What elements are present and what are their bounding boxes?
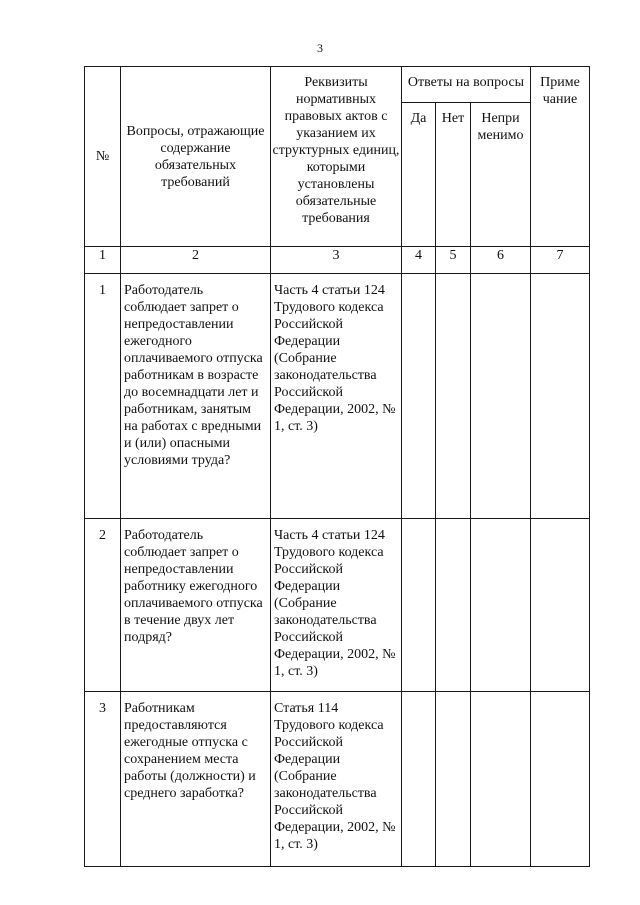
column-number-row xyxy=(85,247,590,274)
column-number-cell: 7 xyxy=(531,247,590,274)
column-number-cell: 2 xyxy=(121,247,271,274)
row-number: 3 xyxy=(85,692,121,867)
table-row xyxy=(85,692,590,867)
header-not-applicable: Непри менимо xyxy=(471,103,531,247)
table-row xyxy=(85,274,590,519)
page-number: 3 xyxy=(317,41,323,55)
header-no: Нет xyxy=(436,103,471,247)
header-note: Приме чание xyxy=(531,67,590,247)
answer-no-cell[interactable] xyxy=(436,274,471,519)
row-number: 1 xyxy=(85,274,121,519)
column-number-cell: 6 xyxy=(471,247,531,274)
answer-not-applicable-cell[interactable] xyxy=(471,274,531,519)
header-requisites: Реквизиты нормативных правовых актов с указанием их структурных единиц, которыми установлены обязательные требования xyxy=(271,67,402,247)
answer-yes-cell[interactable] xyxy=(402,692,436,867)
requisites-text: Часть 4 статьи 124 Трудового кодекса Российской Федерации (Собрание законодательства Российской Федерации, 2002, № 1, ст. 3) xyxy=(271,519,402,692)
answer-yes-cell[interactable] xyxy=(402,519,436,692)
answer-not-applicable-cell[interactable] xyxy=(471,519,531,692)
header-yes: Да xyxy=(402,103,436,247)
answer-yes-cell[interactable] xyxy=(402,274,436,519)
answer-no-cell[interactable] xyxy=(436,519,471,692)
note-cell[interactable] xyxy=(531,692,590,867)
table-row xyxy=(85,519,590,692)
column-number-cell: 4 xyxy=(402,247,436,274)
column-number-cell: 3 xyxy=(271,247,402,274)
header-answers: Ответы на вопросы xyxy=(402,67,531,103)
requisites-text: Статья 114 Трудового кодекса Российской Федерации (Собрание законодательства Российской Федерации, 2002, № 1, ст. 3) xyxy=(271,692,402,867)
requirements-checklist-table xyxy=(84,66,590,867)
column-number-cell: 5 xyxy=(436,247,471,274)
row-number: 2 xyxy=(85,519,121,692)
note-cell[interactable] xyxy=(531,519,590,692)
header-question: Вопросы, отражающие содержание обязательных требований xyxy=(121,67,271,247)
answer-not-applicable-cell[interactable] xyxy=(471,692,531,867)
question-text: Работодатель соблюдает запрет о непредоставлении ежегодного оплачиваемого отпуска работникам в возрасте до восемнадцати лет и работникам, занятым на работах с вредными и (или) опасными условиями труда? xyxy=(121,274,271,519)
answer-no-cell[interactable] xyxy=(436,692,471,867)
header-row-top xyxy=(85,67,590,103)
requisites-text: Часть 4 статьи 124 Трудового кодекса Российской Федерации (Собрание законодательства Российской Федерации, 2002, № 1, ст. 3) xyxy=(271,274,402,519)
question-text: Работникам предоставляются ежегодные отпуска с сохранением места работы (должности) и среднего заработка? xyxy=(121,692,271,867)
column-number-cell: 1 xyxy=(85,247,121,274)
question-text: Работодатель соблюдает запрет о непредоставлении работнику ежегодного оплачиваемого отпуска в течение двух лет подряд? xyxy=(121,519,271,692)
note-cell[interactable] xyxy=(531,274,590,519)
header-number: № xyxy=(85,67,121,247)
